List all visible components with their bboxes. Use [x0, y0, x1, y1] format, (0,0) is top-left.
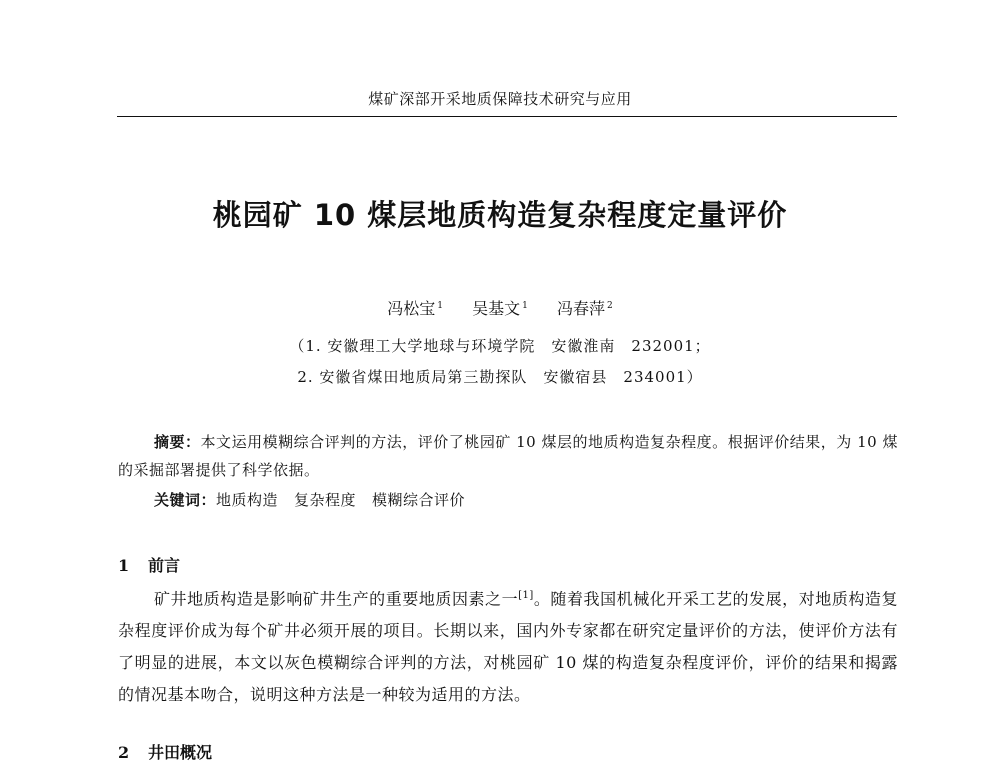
author-2	[472, 299, 528, 318]
author-3	[557, 299, 613, 318]
keyword-1: 地质构造	[216, 491, 279, 509]
author-1-mark: 1	[437, 300, 444, 311]
affiliation-line-2: 2. 安徽省煤田地质局第三勘探队 安徽宿县 234001）	[297, 368, 703, 386]
running-header: 煤矿深部开采地质保障技术研究与应用	[368, 90, 632, 108]
keyword-3: 模糊综合评价	[372, 491, 466, 509]
keywords	[154, 489, 481, 510]
abstract	[118, 428, 898, 484]
section-1-text-b: 。随着我国机械化开采工艺的发展，对地质构造复杂程度评价成为每个矿井必须开展的项目。长期以来，国内外专家都在研究定量评价的方法，使评价方法有了明显的进展，本文以灰色模糊综合评判的方法，对桃园矿 10 煤的构造复杂程度评价，评价的结果和揭露的情况基本吻合，说明这种方法是一种较为适用的方法。	[118, 589, 898, 705]
section-1-paragraph	[118, 580, 898, 711]
author-3-name: 冯春萍	[556, 299, 605, 318]
author-1-name: 冯松宝	[387, 299, 436, 318]
author-1	[387, 299, 443, 318]
author-3-mark: 2	[606, 300, 613, 311]
abstract-label: 摘要：	[154, 433, 201, 451]
citation-1: [1]	[518, 590, 534, 601]
section-1-text-a: 矿井地质构造是影响矿井生产的重要地质因素之一	[154, 589, 519, 609]
section-1-heading	[118, 553, 180, 576]
author-2-mark: 1	[522, 300, 528, 311]
section-2-number: 2	[118, 743, 130, 762]
affiliation-line-1: （1. 安徽理工大学地球与环境学院 安徽淮南 232001；	[289, 337, 711, 355]
author-list	[0, 296, 1000, 319]
section-2-title: 井田概况	[148, 743, 213, 762]
keyword-2: 复杂程度	[294, 491, 357, 509]
header-rule	[117, 116, 897, 117]
keywords-label: 关键词：	[154, 491, 217, 509]
paper-title: 桃园矿 10 煤层地质构造复杂程度定量评价	[212, 198, 788, 232]
abstract-text: 本文运用模糊综合评判的方法，评价了桃园矿 10 煤层的地质构造复杂程度。根据评价结果，为 10 煤的采掘部署提供了科学依据。	[118, 433, 898, 479]
abstract-paragraph	[118, 428, 898, 484]
section-1-body	[118, 580, 898, 711]
author-2-name: 吴基文	[472, 299, 521, 318]
section-1-number: 1	[118, 556, 130, 575]
section-1-title: 前言	[148, 556, 181, 575]
